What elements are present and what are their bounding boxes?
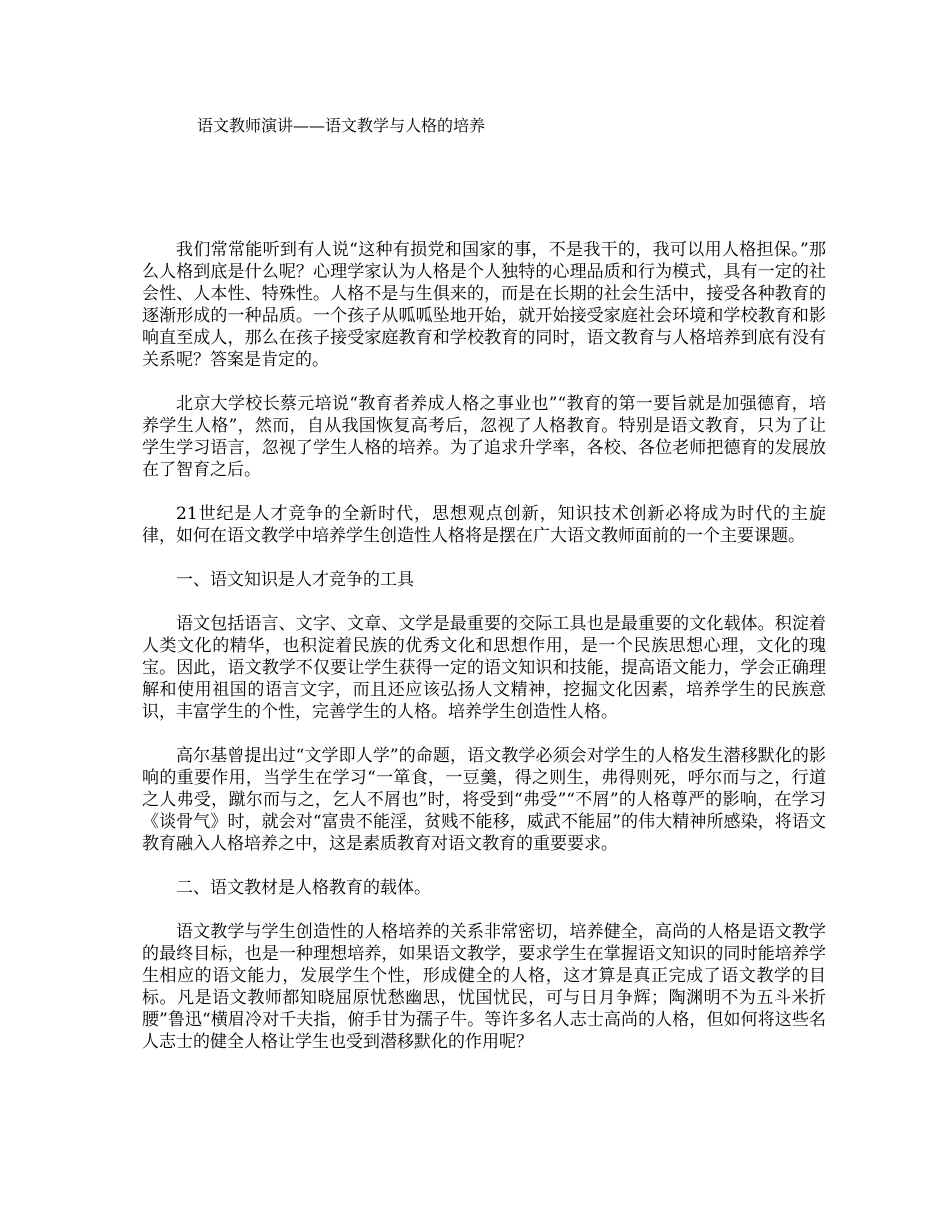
paragraph-language-knowledge: 语文包括语言、文字、文章、文学是最重要的交际工具也是最重要的文化载体。积淀着人类文化的精华，也积淀着民族的优秀文化和思想作用，是一个民族思想心理，文化的瑰宝。因此，语文教学不仅要让学生获得一定的语文知识和技能，提高语文能力，学会正确理解和使用祖国的语言文字，而且还应该弘扬人文精神，挖掘文化因素，培养学生的民族意识，丰富学生的个性，完善学生的人格。培养学生创造性人格。 (142, 614, 826, 722)
document-body (142, 239, 826, 1075)
section-heading-1: 一、语文知识是人才竞争的工具 (176, 570, 414, 590)
paragraph-gorky: 高尔基曾提出过“文学即人学”的命题，语文教学必须会对学生的人格发生潜移默化的影响的重要作用，当学生在学习“一箪食，一豆羹，得之则生，弗得则死，呼尔而与之，行道之人弗受，蹴尔而与之，乞人不屑也”时，将受到“弗受”“不屑”的人格尊严的影响，在学习《谈骨气》时，就会对“富贵不能淫，贫贱不能移，威武不能屈”的伟大精神所感染，将语文教育融入人格培养之中，这是素质教育对语文教育的重要要求。 (142, 746, 826, 854)
paragraph-teaching-materials: 语文教学与学生创造性的人格培养的关系非常密切，培养健全，高尚的人格是语文教学的最终目标，也是一种理想培养，如果语文教学，要求学生在掌握语文知识的同时能培养学生相应的语文能力，发展学生个性，形成健全的人格，这才算是真正完成了语文教学的目标。凡是语文教师都知晓屈原忧愁幽思，忧国忧民，可与日月争辉；陶渊明不为五斗米折腰”鲁迅“横眉冷对千夫指，俯手甘为孺子牛。等许多名人志士高尚的人格，但如何将这些名人志士的健全人格让学生也受到潜移默化的作用呢？ (142, 922, 826, 1052)
section-heading-2: 二、语文教材是人格教育的载体。 (176, 878, 431, 898)
paragraph-21st-century: 21世纪是人才竞争的全新时代，思想观点创新，知识技术创新必将成为时代的主旋律，如何在语文教学中培养学生创造性人格将是摆在广大语文教师面前的一个主要课题。 (142, 504, 826, 546)
paragraph-cai-yuanpei: 北京大学校长蔡元培说“教育者养成人格之事业也”“教育的第一要旨就是加强德育，培养学生人格”，然而，自从我国恢复高考后，忽视了人格教育。特别是语文教育，只为了让学生学习语言，忽视了学生人格的培养。为了追求升学率，各校、各位老师把德育的发展放在了智育之后。 (142, 394, 826, 480)
paragraph-intro: 我们常常能听到有人说“这种有损党和国家的事，不是我干的，我可以用人格担保。”那么人格到底是什么呢？心理学家认为人格是个人独特的心理品质和行为模式，具有一定的社会性、人本性、特殊性。人格不是与生俱来的，而是在长期的社会生活中，接受各种教育的逐渐形成的一种品质。一个孩子从呱呱坠地开始，就开始接受家庭社会环境和学校教育和影响直至成人，那么在孩子接受家庭教育和学校教育的同时，语文教育与人格培养到底有没有关系呢？答案是肯定的。 (142, 240, 826, 370)
document-title: 语文教师演讲——语文教学与人格的培养 (197, 116, 486, 135)
